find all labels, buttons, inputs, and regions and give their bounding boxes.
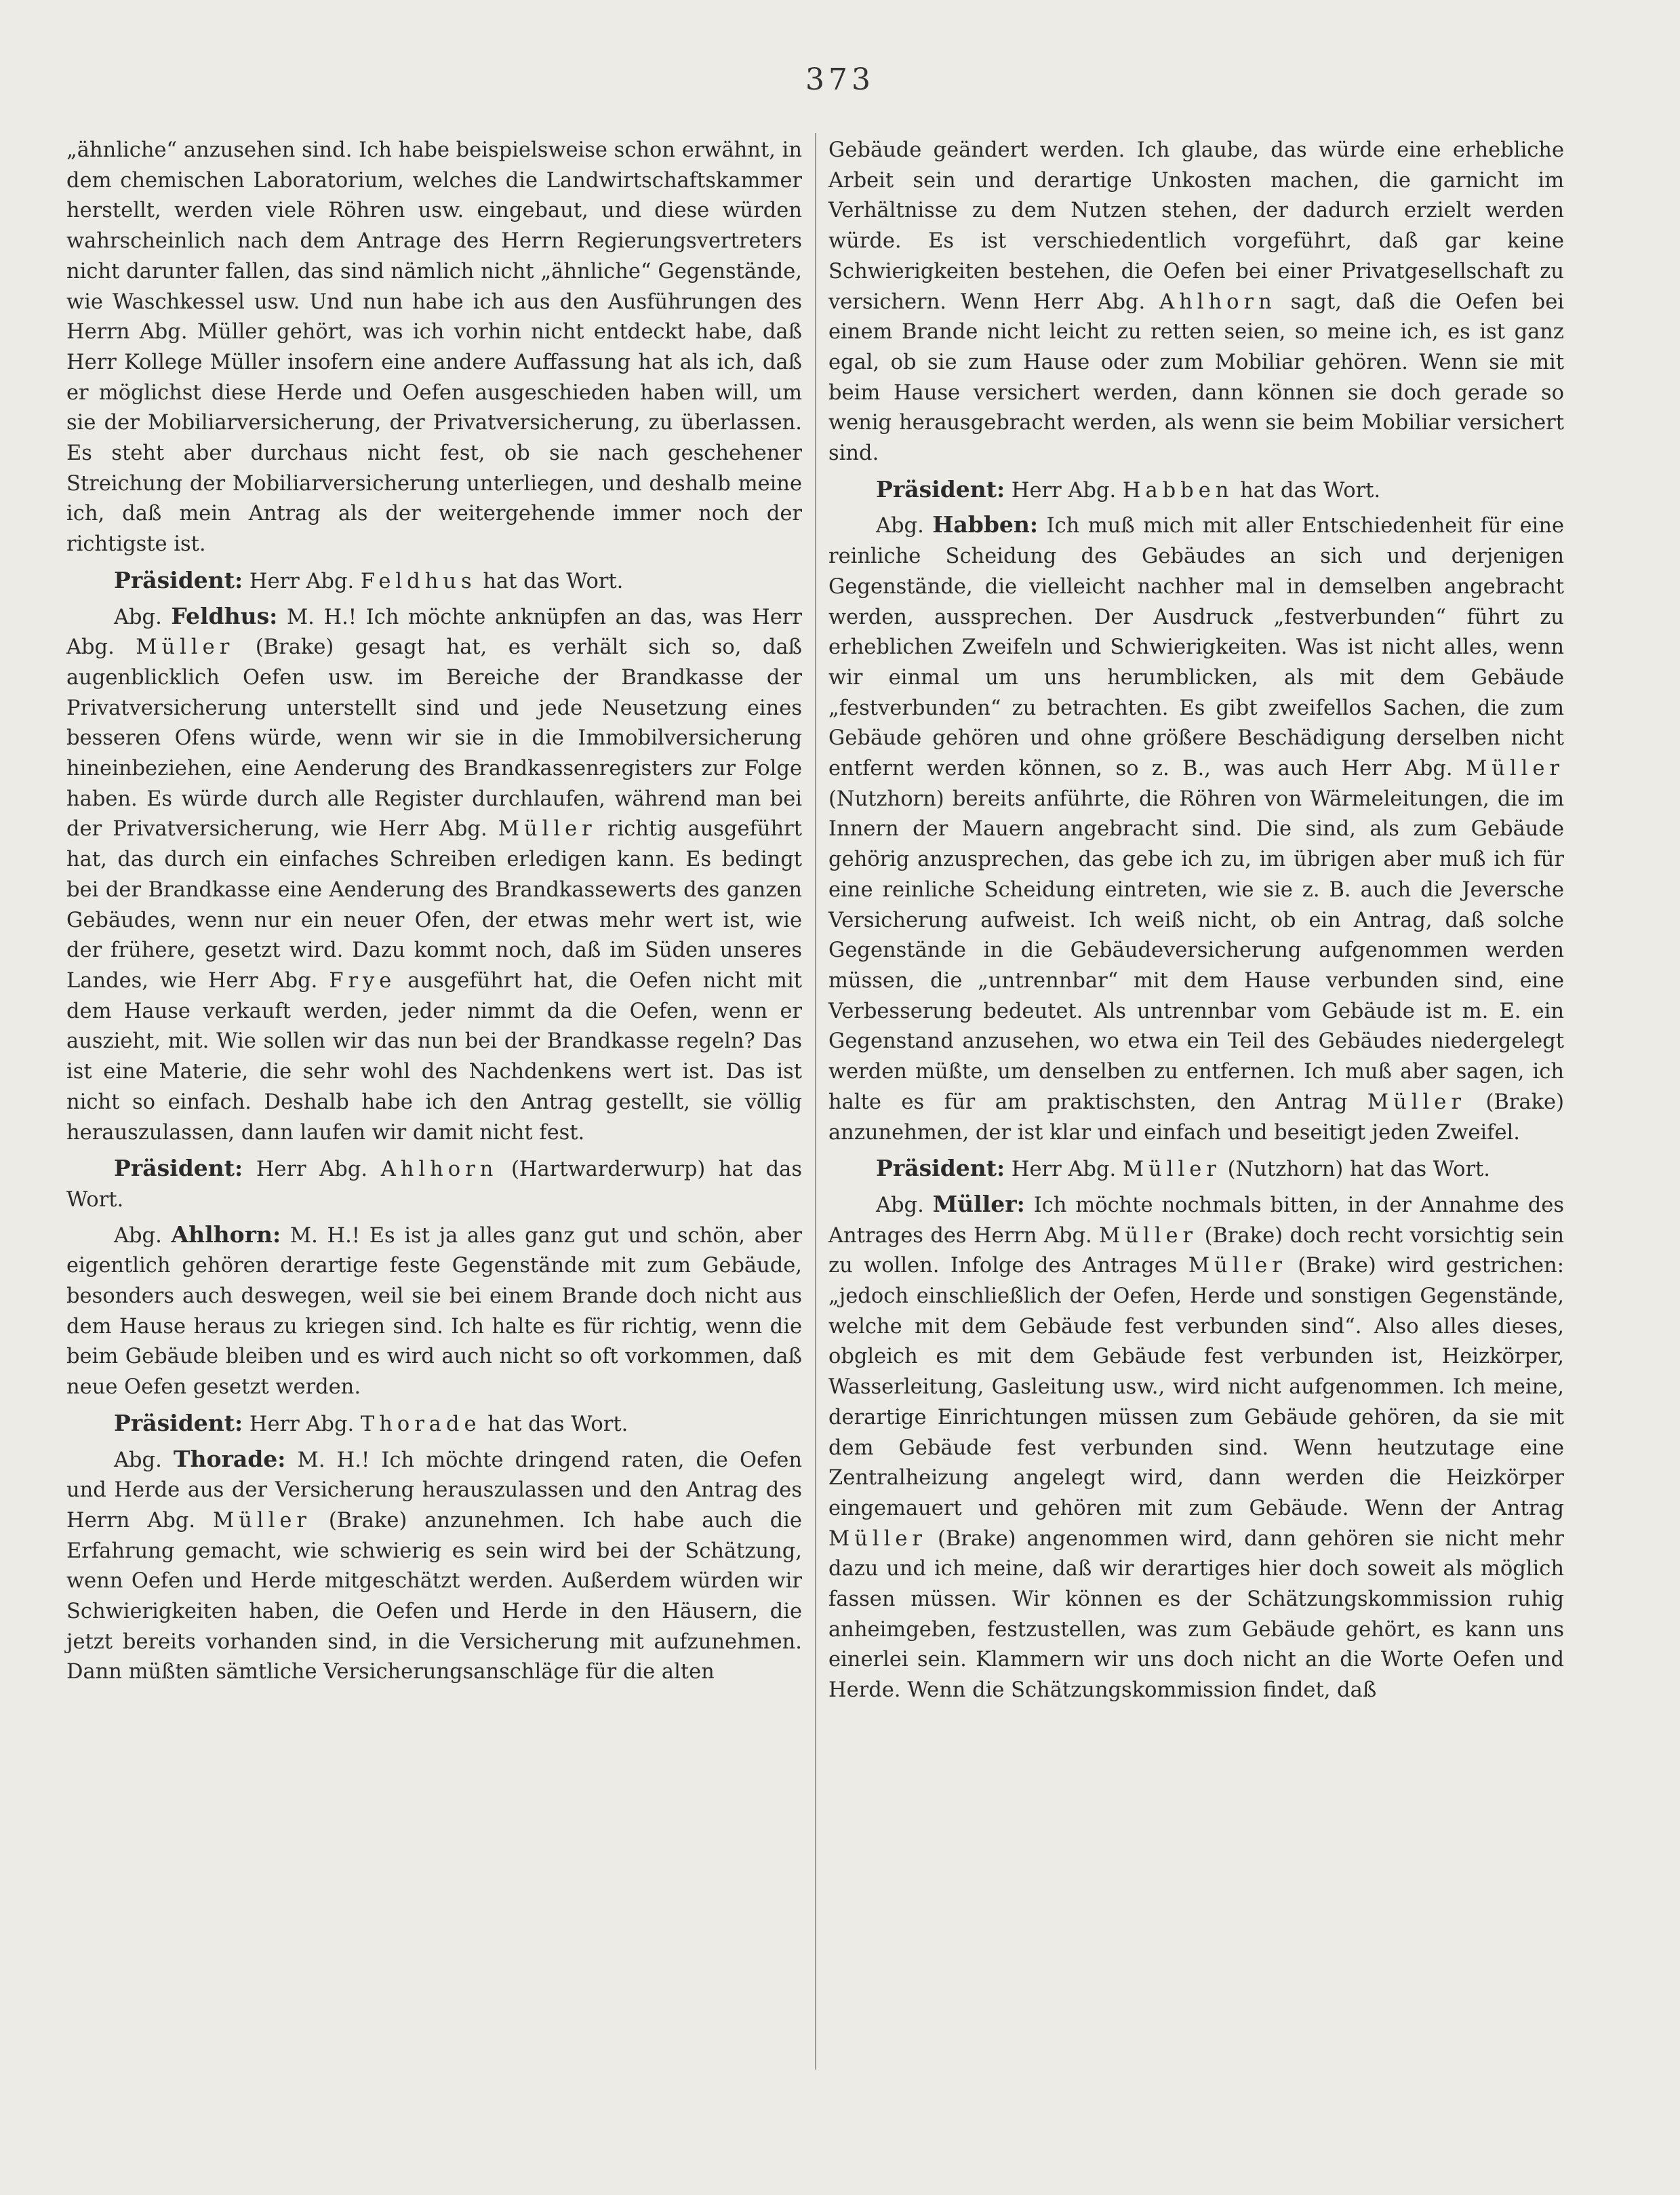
speech: Abg. Ahlhorn: M. H.! Es ist ja alles ganz gut und schön, aber eigentlich gehören derartige feste Gegenstände mit zum Gebäude, besonders auch deswegen, weil sie bei einem Brande doch nicht aus dem Hause heraus zu kriegen sind. Ich halte es für richtig, wenn die beim Gebäude bleiben und es wird auch nicht so oft vorkommen, daß neue Oefen gesetzt werden. <box>66 1221 802 1400</box>
speech: Abg. Habben: Ich muß mich mit aller Entschiedenheit für eine reinliche Scheidung des Gebäudes an sich und derjenigen Gegenstände, die vielleicht nachher mal in demselben angebracht werden, aussprechen. Der Ausdruck „festverbunden“ führt zu erheblichen Zweifeln und Schwierigkeiten. Was ist nicht alles, wenn wir einmal um uns herumblicken, als mit dem Gebäude „festverbunden“ zu betrachten. Es gibt zweifellos Sachen, die zum Gebäude gehören und ohne größere Beschädigung derselben nicht entfernt werden können, so z. B., was auch Herr Abg. Müller (Nutzhorn) bereits anführte, die Röhren von Wärmeleitungen, die im Innern der Mauern angebracht sind. Die sind, als zum Gebäude gehörig anzusprechen, das gebe ich zu, im übrigen aber muß ich für eine reinliche Scheidung eintreten, wie sie z. B. auch die Jeversche Versicherung aufweist. Ich weiß nicht, ob ein Antrag, daß solche Gegenstände in die Gebäudeversicherung aufgenommen werden müssen, die „untrennbar“ mit dem Hause verbunden sind, eine Verbesserung bedeutet. Als untrennbar vom Gebäude ist m. E. ein Gegenstand anzusehen, wo etwa ein Teil des Gebäudes niedergelegt werden müßte, um denselben zu entfernen. Ich muß aber sagen, ich halte es für am praktischsten, den Antrag Müller (Brake) anzunehmen, der ist klar und einfach und beseitigt jeden Zweifel. <box>828 511 1565 1145</box>
speaker-label: Feldhus: <box>171 602 278 629</box>
column-divider <box>815 133 816 2070</box>
president-remark: Präsident: Herr Abg. Ahlhorn (Hartwarderwurp) hat das Wort. <box>66 1155 802 1212</box>
speaker-label: Präsident: <box>876 1155 1005 1182</box>
president-remark: Präsident: Herr Abg. Müller (Nutzhorn) hat das Wort. <box>876 1155 1490 1182</box>
speaker-name: Müller <box>498 817 597 842</box>
speaker-label: Habben: <box>932 511 1039 538</box>
left-column <box>66 136 802 1688</box>
speaker-name: Müller <box>1188 1254 1287 1278</box>
speech: Abg. Thorade: M. H.! Ich möchte dringend raten, die Oefen und Herde aus der Versicherung herauszulassen und den Antrag des Herrn Abg. Müller (Brake) anzunehmen. Ich habe auch die Erfahrung gemacht, wie schwierig es sein wird bei der Schätzung, wenn Oefen und Herde mitgeschätzt werden. Außerdem würden wir Schwierigkeiten haben, die Oefen und Herde in den Häusern, die jetzt bereits vorhanden sind, in die Versicherung mit aufzunehmen. Dann müßten sämtliche Versicherungsanschläge für die alten <box>66 1445 802 1684</box>
paragraph: „ähnliche“ anzusehen sind. Ich habe beispielsweise schon erwähnt, in dem chemischen Laboratorium, welches die Landwirtschaftskammer herstellt, werden viele Röhren usw. eingebaut, und diese würden wahrscheinlich nach dem Antrage des Herrn Regierungsvertreters nicht darunter fallen, das sind nämlich nicht „ähnliche“ Gegenstände, wie Waschkessel usw. Und nun habe ich aus den Ausführungen des Herrn Abg. Müller gehört, was ich vorhin nicht entdeckt habe, daß Herr Kollege Müller insofern eine andere Auffassung hat als ich, daß er möglichst diese Herde und Oefen ausgeschieden haben will, um sie der Mobiliarversicherung, der Privatversicherung, zu überlassen. Es steht aber durchaus nicht fest, ob sie nach geschehener Streichung der Mobiliarversicherung unterliegen, und deshalb meine ich, daß mein Antrag als der weitergehende immer noch der richtigste ist. <box>66 138 802 557</box>
president-remark: Präsident: Herr Abg. Habben hat das Wort. <box>876 475 1381 502</box>
speaker-name: Feldhus <box>360 569 477 593</box>
speaker-name: Müller <box>828 1526 927 1551</box>
speaker-label: Präsident: <box>114 1409 243 1436</box>
speaker-name: Thorade <box>360 1412 481 1436</box>
speaker-name: Müller <box>1367 1090 1466 1114</box>
right-column <box>828 136 1564 1706</box>
speech: Abg. Müller: Ich möchte nochmals bitten, in der Annahme des Antrages des Herrn Abg. Müller (Brake) doch recht vorsichtig sein zu wollen. Infolge des Antrages Müller (Brake) wird gestrichen: „jedoch einschließlich der Oefen, Herde und sonstigen Gegenstände, welche mit dem Gebäude fest verbunden sind“. Also alles dieses, obgleich es mit dem Gebäude fest verbunden ist, Heizkörper, Wasserleitung, Gasleitung usw., wird nicht aufgenommen. Ich meine, derartige Einrichtungen müssen zum Gebäude gehören, da sie mit dem Gebäude fest verbunden sind. Wenn heutzutage eine Zentralheizung angelegt wird, dann werden die Heizkörper eingemauert und gehören mit zum Gebäude. Wenn der Antrag Müller (Brake) angenommen wird, dann gehören sie nicht mehr dazu und ich meine, daß wir derartiges hier doch soweit als möglich fassen müssen. Wir können es der Schätzungskommission ruhig anheimgeben, festzustellen, was zum Gebäude gehört, es kann uns einerlei sein. Klammern wir uns doch nicht an die Worte Oefen und Herde. Wenn die Schätzungskommission findet, daß <box>828 1190 1564 1703</box>
speaker-label: Präsident: <box>114 1155 243 1182</box>
president-remark: Präsident: Herr Abg. Feldhus hat das Wort. <box>114 566 624 593</box>
speaker-label: Ahlhorn: <box>171 1221 281 1248</box>
speaker-name: Müller <box>1099 1223 1198 1248</box>
speaker-name: Ahlhorn <box>1159 290 1277 314</box>
speaker-name: Müller <box>1466 757 1565 781</box>
speaker-name: Müller <box>1122 1158 1221 1182</box>
speaker-name: Müller <box>136 635 235 660</box>
speech: Abg. Feldhus: M. H.! Ich möchte anknüpfen an das, was Herr Abg. Müller (Brake) gesagt hat, es verhält sich so, daß augenblicklich Oefen usw. im Bereiche der Brandkasse der Privatversicherung unterstellt sind und jede Neusetzung eines besseren Ofens würde, wenn wir sie in die Immobilversicherung hineinbeziehen, eine Aenderung des Brandkassenregisters zur Folge haben. Es würde durch alle Register durchlaufen, während man bei der Privatversicherung, wie Herr Abg. Müller richtig ausgeführt hat, das durch ein einfaches Schreiben erledigen kann. Es bedingt bei der Brandkasse eine Aenderung des Brandkassewerts des ganzen Gebäudes, wenn nur ein neuer Ofen, der etwas mehr wert ist, wie der frühere, gesetzt wird. Dazu kommt noch, daß im Süden unseres Landes, wie Herr Abg. Frye ausgeführt hat, die Oefen nicht mit dem Hause verkauft werden, jeder nimmt da die Oefen, wenn er auszieht, mit. Wie sollen wir das nun bei der Brandkasse regeln? Das ist eine Materie, die sehr wohl des Nachdenkens wert ist. Das ist nicht so einfach. Deshalb habe ich den Antrag gestellt, sie völlig herauszulassen, dann laufen wir damit nicht fest. <box>66 602 803 1145</box>
president-remark: Präsident: Herr Abg. Thorade hat das Wort. <box>114 1409 628 1436</box>
paragraph: Gebäude geändert werden. Ich glaube, das würde eine erhebliche Arbeit sein und derartige Unkosten machen, die garnicht im Verhältnisse zu dem Nutzen stehen, der dadurch erzielt werden würde. Es ist verschiedentlich vorgeführt, daß gar keine Schwierigkeiten bestehen, die Oefen bei einer Privatgesellschaft zu versichern. Wenn Herr Abg. Ahlhorn sagt, daß die Oefen bei einem Brande nicht leicht zu retten seien, so meine ich, es ist ganz egal, ob sie zum Hause oder zum Mobiliar gehören. Wenn sie mit beim Hause versichert werden, dann können sie doch gerade so wenig herausgebracht werden, als wenn sie beim Mobiliar versichert sind. <box>828 138 1564 466</box>
speaker-name: Ahlhorn <box>380 1158 498 1182</box>
speaker-label: Müller: <box>932 1190 1025 1217</box>
speaker-label: Präsident: <box>114 566 243 593</box>
speaker-label: Präsident: <box>876 475 1005 502</box>
page-number: 373 <box>805 62 875 97</box>
speaker-label: Thorade: <box>173 1445 286 1472</box>
speaker-name: Habben <box>1122 478 1234 502</box>
speaker-name: Frye <box>329 968 397 993</box>
speaker-name: Müller <box>212 1508 311 1532</box>
